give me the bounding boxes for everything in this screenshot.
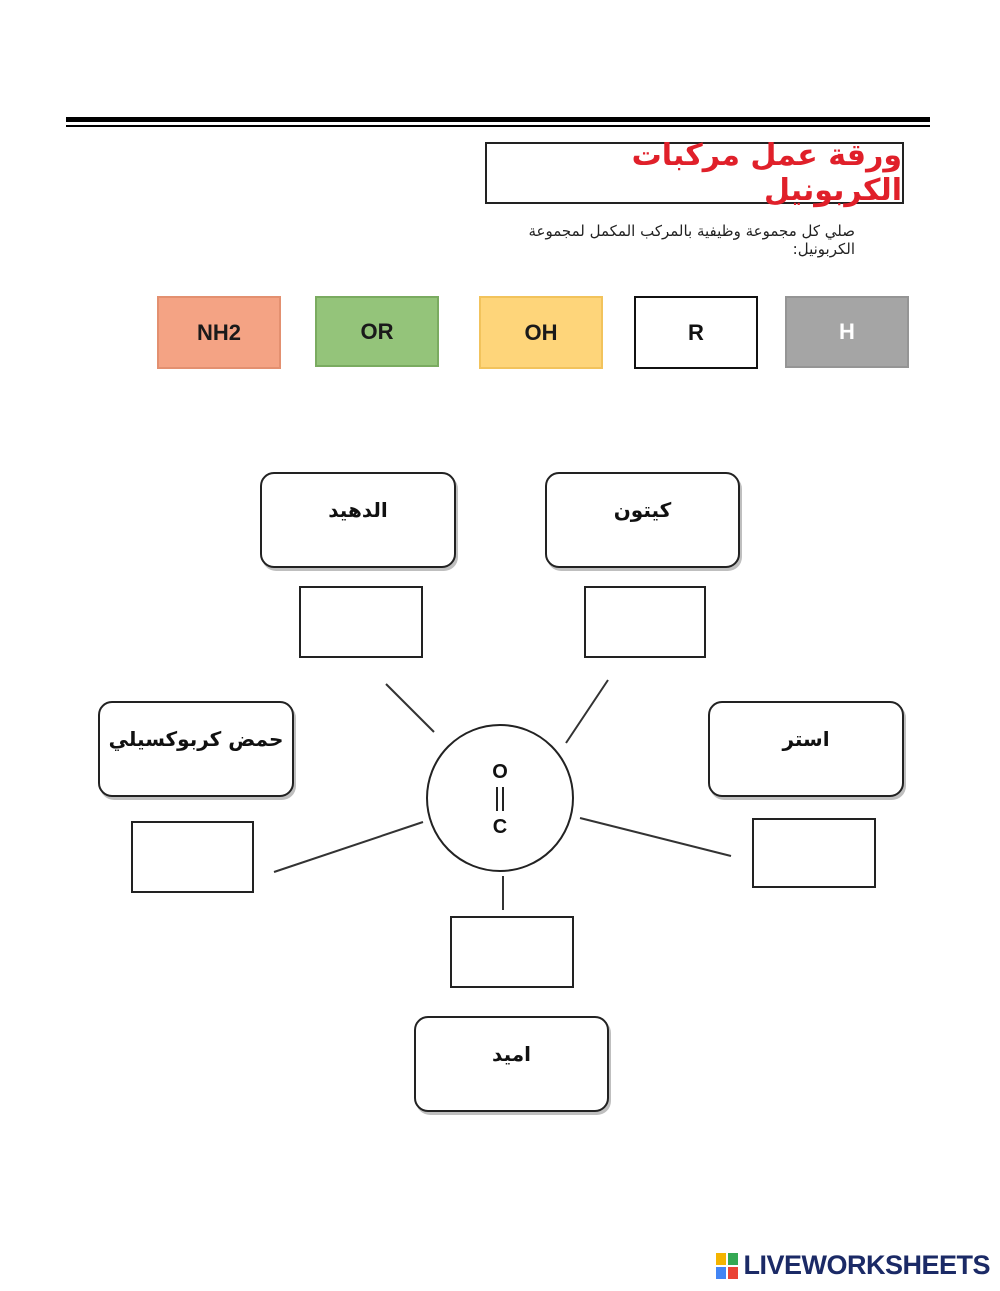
answer-box-ketone[interactable] — [584, 586, 706, 658]
carbonyl-circle — [426, 724, 574, 872]
chip-r[interactable]: R — [634, 296, 758, 369]
brand-name: LIVEWORKSHEETS — [743, 1250, 990, 1280]
category-ketone: كيتون — [545, 472, 740, 568]
chip-h[interactable]: H — [785, 296, 909, 368]
category-ester: استر — [708, 701, 904, 797]
line-aldehyde — [386, 684, 434, 732]
worksheet-title: ورقة عمل مركبات الكربونيل — [631, 138, 902, 208]
carbon-atom: C — [492, 816, 508, 838]
liveworksheets-logo — [716, 1250, 990, 1281]
line-carboxylic — [274, 822, 423, 872]
chip-oh[interactable]: OH — [479, 296, 603, 369]
line-ester — [580, 818, 731, 856]
liveworksheets-logo-icon — [716, 1253, 738, 1279]
instruction-text: صلي كل مجموعة وظيفية بالمركب المكمل لمجموعة الكربونيل: — [528, 222, 855, 258]
chip-nh2[interactable]: NH2 — [157, 296, 281, 369]
category-amide: اميد — [414, 1016, 609, 1112]
answer-box-amide[interactable] — [450, 916, 574, 988]
category-aldehyde: الدهيد — [260, 472, 456, 568]
answer-box-ester[interactable] — [752, 818, 876, 888]
double-bond-right — [502, 787, 504, 811]
line-ketone — [566, 680, 608, 743]
oxygen-atom: O — [492, 761, 508, 783]
answer-box-aldehyde[interactable] — [299, 586, 423, 658]
double-bond-left — [496, 787, 498, 811]
category-carboxylic-acid: حمض كربوكسيلي — [98, 701, 294, 797]
chip-or[interactable]: OR — [315, 296, 439, 367]
answer-box-carboxylic-acid[interactable] — [131, 821, 254, 893]
